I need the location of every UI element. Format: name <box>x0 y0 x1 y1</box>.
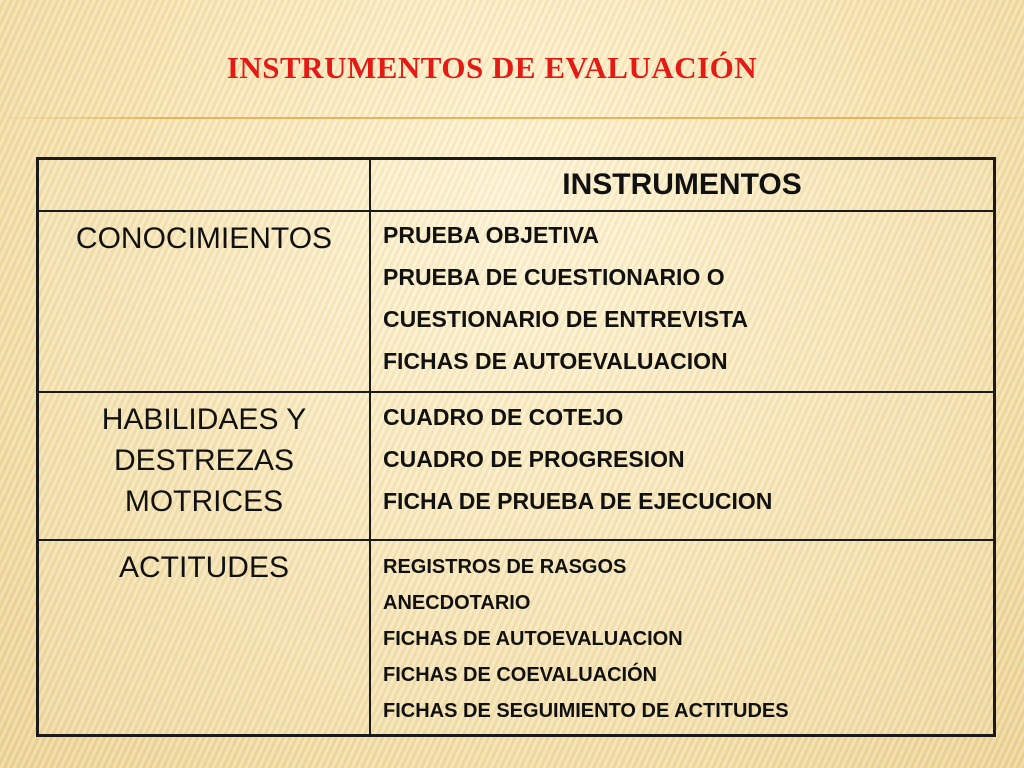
table-row <box>38 540 995 736</box>
category-label: DESTREZAS <box>113 444 295 477</box>
list-item: FICHAS DE SEGUIMIENTO DE ACTITUDES <box>383 700 789 722</box>
instruments-cell-habilidades <box>370 392 995 540</box>
category-label: HABILIDAES Y <box>101 403 307 436</box>
list-item: FICHAS DE AUTOEVALUACION <box>383 628 683 650</box>
category-cell-conocimientos <box>38 211 371 392</box>
instruments-header: INSTRUMENTOS <box>370 159 995 212</box>
title-divider <box>10 117 1024 119</box>
table-row <box>38 211 995 392</box>
category-cell-actitudes <box>38 540 371 736</box>
instruments-cell-actitudes <box>370 540 995 736</box>
instrument-list <box>383 541 993 729</box>
list-item: FICHA DE PRUEBA DE EJECUCION <box>383 488 773 514</box>
slide-title: INSTRUMENTOS DE EVALUACIÓN <box>226 50 758 85</box>
instrument-list <box>383 393 993 522</box>
category-cell-habilidades <box>38 392 371 540</box>
list-item: CUESTIONARIO DE ENTREVISTA <box>383 306 749 332</box>
instruments-table <box>36 157 996 737</box>
list-item: FICHAS DE COEVALUACIÓN <box>383 664 658 686</box>
list-item: PRUEBA OBJETIVA <box>383 222 599 248</box>
list-item: CUADRO DE PROGRESION <box>383 446 685 472</box>
table-header-row <box>38 159 995 212</box>
list-item: REGISTROS DE RASGOS <box>383 556 627 578</box>
table-row <box>38 392 995 540</box>
category-label: CONOCIMIENTOS <box>75 222 333 255</box>
list-item: CUADRO DE COTEJO <box>383 404 624 430</box>
table-corner-cell <box>38 159 371 212</box>
list-item: ANECDOTARIO <box>383 592 531 614</box>
list-item: PRUEBA DE CUESTIONARIO O <box>383 264 725 290</box>
list-item: FICHAS DE AUTOEVALUACION <box>383 348 728 374</box>
category-label: MOTRICES <box>124 485 284 518</box>
category-label: ACTITUDES <box>118 551 289 584</box>
instrument-list <box>383 212 993 382</box>
instruments-cell-conocimientos <box>370 211 995 392</box>
